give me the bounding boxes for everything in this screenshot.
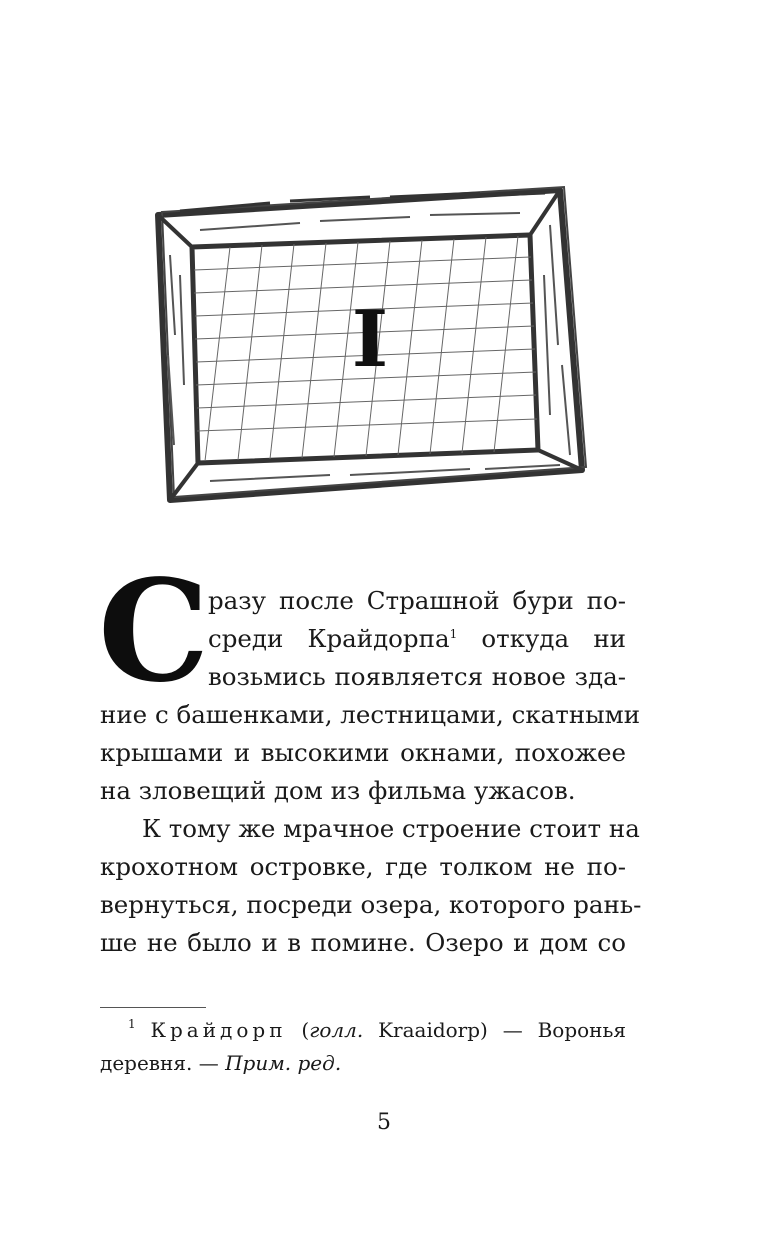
footnote-line2: деревня. — bbox=[100, 1051, 219, 1075]
footnote bbox=[100, 1014, 626, 1080]
text-line: возьмись появляется новое зда- bbox=[208, 662, 626, 691]
text-line: на зловещий дом из фильма ужасов. bbox=[100, 776, 576, 805]
text-line: вернуться, посреди озера, которого рань- bbox=[100, 890, 642, 919]
drop-cap: С bbox=[98, 550, 210, 714]
text-line bbox=[100, 620, 626, 658]
footnote-divider bbox=[100, 1007, 206, 1008]
footnote-marker: 1 bbox=[128, 1017, 136, 1031]
text-line: крохотном островке, где толком не по- bbox=[100, 852, 626, 881]
text-line: К тому же мрачное строение стоит на bbox=[142, 814, 640, 843]
footnote-reference[interactable]: 1 bbox=[449, 627, 458, 641]
footnote-line bbox=[100, 1014, 626, 1047]
text-line-part: откуда ни bbox=[457, 624, 626, 653]
text-line: ние с башенками, лестницами, скатными bbox=[100, 700, 641, 729]
page-number: 5 bbox=[377, 1110, 391, 1135]
footnote-paren: ( bbox=[301, 1018, 310, 1042]
text-line-part: среди Крайдорпа bbox=[208, 624, 450, 653]
footnote-line bbox=[100, 1047, 626, 1080]
footnote-note: Прим. ред. bbox=[225, 1051, 342, 1075]
footnote-lang: голл. bbox=[309, 1018, 364, 1042]
footnote-original: Kraaidorp) — Воронья bbox=[378, 1018, 627, 1042]
text-line: крышами и высокими окнами, похожее bbox=[100, 738, 626, 767]
text-line: разу после Страшной бури по- bbox=[208, 586, 626, 615]
body-text bbox=[100, 582, 642, 962]
chapter-number: I bbox=[351, 294, 389, 385]
text-line: ше не было и в помине. Озеро и дом со bbox=[100, 928, 626, 957]
footnote-term: Крайдорп bbox=[150, 1018, 287, 1042]
